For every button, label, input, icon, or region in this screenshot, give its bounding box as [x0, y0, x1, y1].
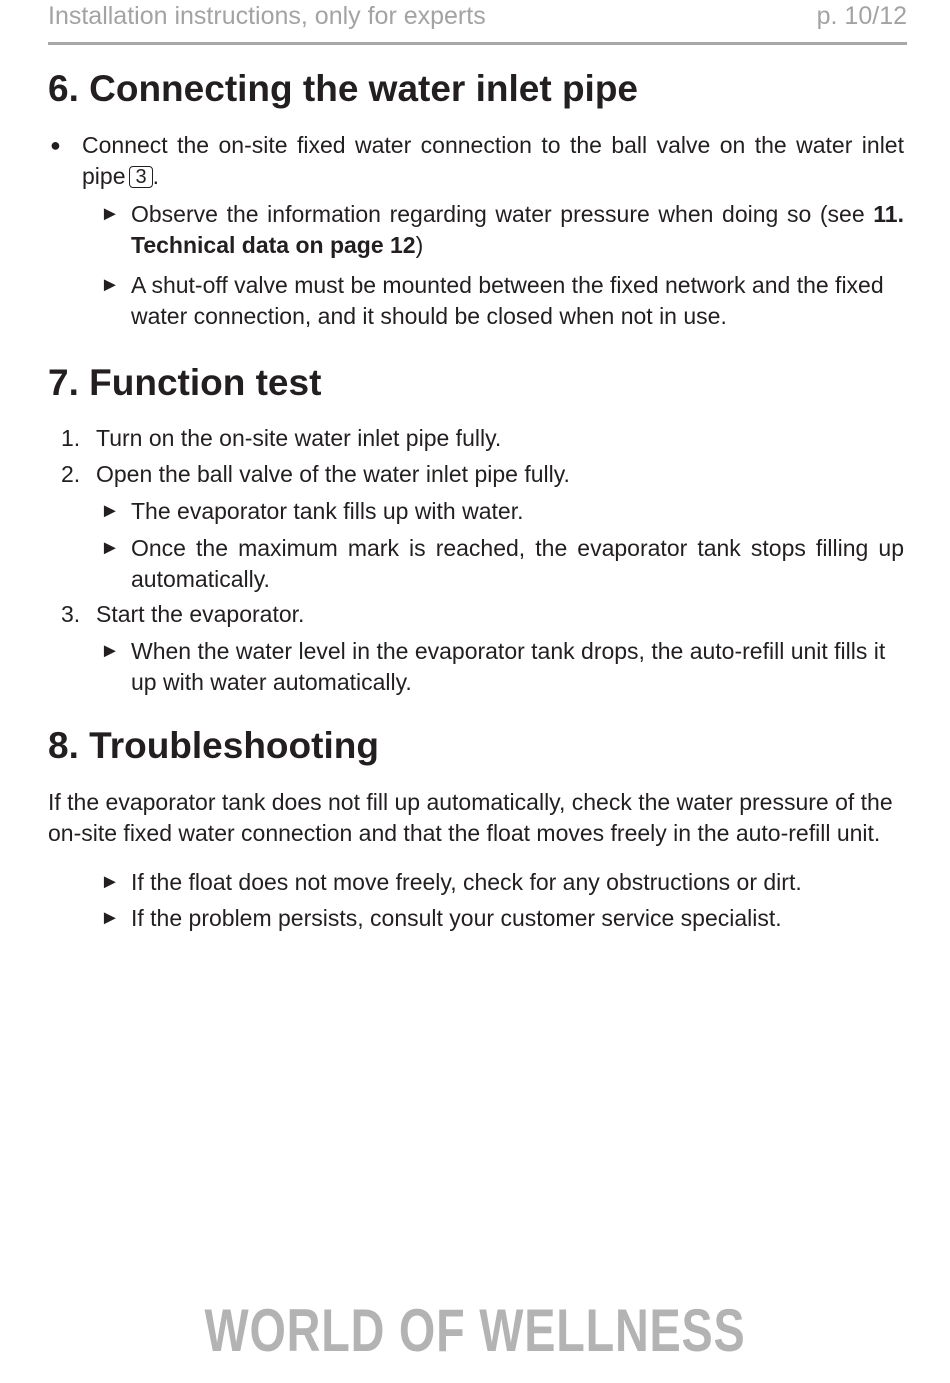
s7-step-2-note-1: The evaporator tank fills up with water.: [131, 498, 524, 524]
s7-step-2-note-2: Once the maximum mark is reached, the evaporator tank stops filling up automatically.: [131, 535, 904, 592]
s6-bullet-sentence: Connect the on-site fixed water connection to the ball valve on the water inlet pipe: [82, 132, 904, 189]
s8-intro: If the evaporator tank does not fill up automatically, check the water pressure of the on-site fixed water connection and that the float moves freely in the auto-refill unit.: [48, 789, 893, 846]
s8-note-2: If the problem persists, consult your customer service specialist.: [131, 905, 782, 931]
arrow-icon: ►: [100, 907, 120, 929]
step-number: 2.: [61, 461, 81, 487]
s6-note-2: A shut-off valve must be mounted between the fixed network and the fixed water connection, and it should be closed when not in use.: [131, 272, 884, 329]
s8-note-1: If the float does not move freely, check for any obstructions or dirt.: [131, 869, 802, 895]
arrow-icon: ►: [100, 500, 120, 522]
arrow-icon: ►: [100, 640, 120, 662]
page-header: [48, 0, 907, 45]
step-number: 3.: [61, 601, 81, 627]
section-7-heading: 7. Function test: [48, 362, 322, 403]
section-8-heading: 8. Troubleshooting: [48, 725, 379, 766]
page-number: p. 10/12: [816, 2, 907, 30]
s6-note-1-pre: Observe the information regarding water pressure when doing so (see: [131, 201, 874, 227]
technical-data-link[interactable]: 11. Technical data on page 12: [131, 201, 904, 258]
arrow-icon: ►: [100, 274, 120, 296]
header-title: Installation instructions, only for experts: [48, 2, 486, 30]
s7-step-3: Start the evaporator.: [96, 601, 305, 627]
s6-bullet-end: .: [152, 163, 159, 189]
step-number: 1.: [61, 425, 81, 451]
s7-step-1: Turn on the on-site water inlet pipe fully.: [96, 425, 502, 451]
arrow-icon: ►: [100, 537, 120, 559]
s6-note-1: [131, 199, 904, 261]
arrow-icon: ►: [100, 871, 120, 893]
s6-bullet-text: [82, 130, 904, 192]
arrow-icon: ►: [100, 203, 120, 225]
s6-note-1-post: ): [415, 232, 424, 258]
section-6-heading: 6. Connecting the water inlet pipe: [48, 68, 639, 109]
brand-footer-logo: WORLD OF WELLNESS: [204, 1297, 746, 1364]
bullet-icon: ●: [50, 135, 61, 155]
s7-step-2: Open the ball valve of the water inlet pipe fully.: [96, 461, 570, 487]
reference-number-badge: 3: [129, 166, 152, 188]
s7-step-3-note-1: When the water level in the evaporator tank drops, the auto-refill unit fills it up with water automatically.: [131, 638, 886, 695]
